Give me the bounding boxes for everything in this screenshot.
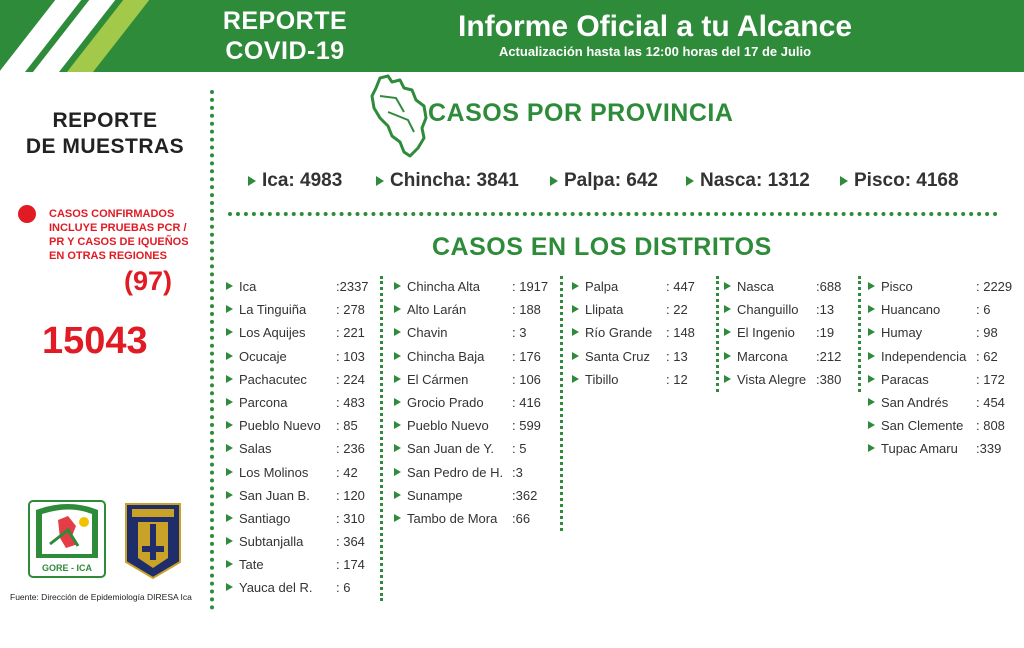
province-label: Nasca: 1312 [700,170,810,191]
bullet-arrow-icon [868,352,875,360]
bullet-arrow-icon [550,176,558,186]
district-name: Pachacutec [239,371,307,387]
district-value: : 310 [336,510,365,526]
district-value: : 447 [666,279,695,294]
district-value: : 3 [512,325,527,341]
district-name: Ica [239,279,257,294]
column-divider [716,276,719,392]
province-label: Palpa: 642 [564,170,658,191]
district-name: Yauca del R. [239,580,313,596]
district-name: La Tinguiña [239,302,307,318]
district-value: : 454 [976,394,1005,410]
bullet-arrow-icon [724,328,731,336]
district-name: Pisco [881,279,913,294]
district-name: Tibillo [585,371,619,387]
bullet-arrow-icon [394,305,401,313]
district-value: : 103 [336,348,365,364]
report-title-line2: COVID-19 [225,37,345,65]
district-value: : 22 [666,302,688,318]
district-value: :339 [976,441,1002,457]
column-divider [380,276,383,601]
province-label: Chincha: 3841 [390,170,519,191]
bullet-arrow-icon [394,352,401,360]
bullet-arrow-icon [226,537,233,545]
district-value: : 6 [976,302,991,318]
bullet-arrow-icon [394,375,401,383]
horizontal-divider [228,212,998,216]
provinces-title: CASOS POR PROVINCIA [428,99,734,127]
district-name: Chincha Alta [407,279,480,294]
other-regions-count: (97) [124,266,173,296]
province-label: Pisco: 4168 [854,170,959,191]
bullet-arrow-icon [868,398,875,406]
district-value: : 416 [512,394,541,410]
bullet-arrow-icon [724,352,731,360]
district-value: : 62 [976,348,998,364]
district-value: :362 [512,487,538,503]
province-chincha [376,170,519,192]
district-value: : 236 [336,441,365,457]
district-name: Pueblo Nuevo [239,418,321,434]
province-pisco [840,170,959,192]
gore-ica-logo-text: GORE - ICA [41,563,93,573]
district-value: : 176 [512,348,541,364]
district-name: Parcona [239,394,288,410]
bullet-arrow-icon [572,352,579,360]
district-value: : 120 [336,487,365,503]
bullet-arrow-icon [226,328,233,336]
district-name: Independencia [881,348,967,364]
district-name: Chavin [407,325,448,341]
gore-ica-logo [28,500,106,578]
bullet-arrow-icon [226,444,233,452]
bullet-arrow-icon [226,375,233,383]
district-value: :688 [816,279,842,294]
bullet-arrow-icon [394,514,401,522]
column-divider-line [858,276,861,392]
report-covid-title [205,6,365,66]
province-palpa [550,170,658,192]
red-dot-icon [18,205,36,223]
bullet-arrow-icon [394,444,401,452]
district-value: : 5 [512,441,527,457]
districts-title: CASOS EN LOS DISTRITOS [432,233,772,261]
district-name: Santa Cruz [585,348,651,364]
district-name: Subtanjalla [239,534,304,550]
column-divider [560,276,563,531]
district-value: : 364 [336,534,365,550]
district-value: : 13 [666,348,688,364]
district-name: Paracas [881,371,929,387]
district-value: :2337 [336,279,369,294]
bullet-arrow-icon [868,305,875,313]
total-confirmed: 15043 [42,320,148,362]
district-value: : 221 [336,325,365,341]
district-name: San Andrés [881,394,949,410]
bullet-arrow-icon [226,514,233,522]
column-divider-line [380,276,383,601]
bullet-arrow-icon [572,375,579,383]
muestras-title-line1: REPORTE [52,109,158,132]
bullet-arrow-icon [226,491,233,499]
district-name: San Juan B. [239,487,310,503]
column-divider-line [560,276,563,531]
bullet-arrow-icon [686,176,694,186]
bullet-arrow-icon [226,398,233,406]
district-value: : 1917 [512,279,549,294]
district-value: : 599 [512,418,541,434]
page-title: Informe Oficial a tu Alcance [458,10,852,43]
bullet-arrow-icon [868,328,875,336]
district-name: Salas [239,441,272,457]
district-value: :19 [816,325,835,341]
district-value: : 174 [336,557,365,573]
bullet-arrow-icon [840,176,848,186]
bullet-arrow-icon [226,468,233,476]
bullet-arrow-icon [226,305,233,313]
district-name: Huancano [881,302,941,318]
district-name: San Pedro de H. [407,464,504,480]
district-value: :13 [816,302,835,318]
district-value: : 148 [666,325,695,341]
district-name: Tate [239,557,264,573]
province-ica [248,170,342,192]
district-value: : 85 [336,418,358,434]
muestras-title [10,108,200,160]
district-name: Marcona [737,348,788,364]
district-value: :212 [816,348,842,364]
bullet-arrow-icon [394,421,401,429]
bullet-arrow-icon [724,282,731,290]
province-label: Ica: 4983 [262,170,343,191]
district-name: Grocio Prado [407,394,484,410]
bullet-arrow-icon [394,468,401,476]
bullet-arrow-icon [394,328,401,336]
district-name: Tambo de Mora [407,510,498,526]
district-name: Changuillo [737,302,799,318]
district-value: : 188 [512,302,541,318]
bullet-arrow-icon [724,375,731,383]
header-banner [0,0,1024,72]
district-name: El Ingenio [737,325,795,341]
district-name: Pueblo Nuevo [407,418,489,434]
source-note: Fuente: Dirección de Epidemiología DIRESA Ica [10,592,192,602]
district-name: Palpa [585,279,619,294]
bullet-arrow-icon [394,491,401,499]
district-name: Ocucaje [239,348,287,364]
bullet-arrow-icon [226,352,233,360]
district-value: : 42 [336,464,358,480]
confirmed-cases-note: CASOS CONFIRMADOS INCLUYE PRUEBAS PCR / PR Y CASOS DE IQUEÑOS EN OTRAS REGIONES [49,208,189,262]
district-name: Santiago [239,510,291,526]
district-value: :3 [512,464,523,480]
bullet-arrow-icon [572,328,579,336]
bullet-arrow-icon [868,444,875,452]
province-nasca [686,170,810,192]
district-name: San Clemente [881,418,964,434]
district-value: : 2229 [976,279,1013,294]
bullet-arrow-icon [868,375,875,383]
bullet-arrow-icon [226,560,233,568]
district-value: : 278 [336,302,365,318]
district-name: Nasca [737,279,774,294]
district-name: Llipata [585,302,624,318]
district-name: Vista Alegre [737,371,807,387]
district-name: Los Molinos [239,464,309,480]
bullet-arrow-icon [376,176,384,186]
district-value: : 98 [976,325,998,341]
update-subtitle: Actualización hasta las 12:00 horas del 17 de Julio [498,44,812,59]
column-divider [858,276,861,392]
district-value: : 483 [336,394,365,410]
bullet-arrow-icon [868,282,875,290]
district-name: El Cármen [407,371,469,387]
district-value: :380 [816,371,842,387]
bullet-arrow-icon [226,282,233,290]
district-name: Sunampe [407,487,463,503]
ica-region-map-icon [366,72,432,160]
district-value: : 6 [336,580,351,596]
district-value: : 808 [976,418,1005,434]
district-name: Tupac Amaru [881,441,958,457]
bullet-arrow-icon [572,282,579,290]
bullet-arrow-icon [724,305,731,313]
district-name: Humay [881,325,923,341]
district-value: : 106 [512,371,541,387]
vertical-divider [210,90,214,610]
bullet-arrow-icon [226,421,233,429]
column-divider-line [716,276,719,392]
bullet-arrow-icon [572,305,579,313]
district-value: : 224 [336,371,365,387]
bullet-arrow-icon [226,583,233,591]
bullet-arrow-icon [394,282,401,290]
muestras-title-line2: DE MUESTRAS [25,135,185,158]
district-name: Alto Larán [407,302,467,318]
district-name: San Juan de Y. [407,441,494,457]
district-value: : 172 [976,371,1005,387]
district-name: Chincha Baja [407,348,485,364]
district-value: :66 [512,510,531,526]
bullet-arrow-icon [248,176,256,186]
district-name: Río Grande [585,325,653,341]
diresa-logo [124,500,182,580]
district-value: : 12 [666,371,688,387]
report-title-line1: REPORTE [222,7,348,35]
bullet-arrow-icon [394,398,401,406]
bullet-arrow-icon [868,421,875,429]
district-name: Los Aquijes [239,325,306,341]
